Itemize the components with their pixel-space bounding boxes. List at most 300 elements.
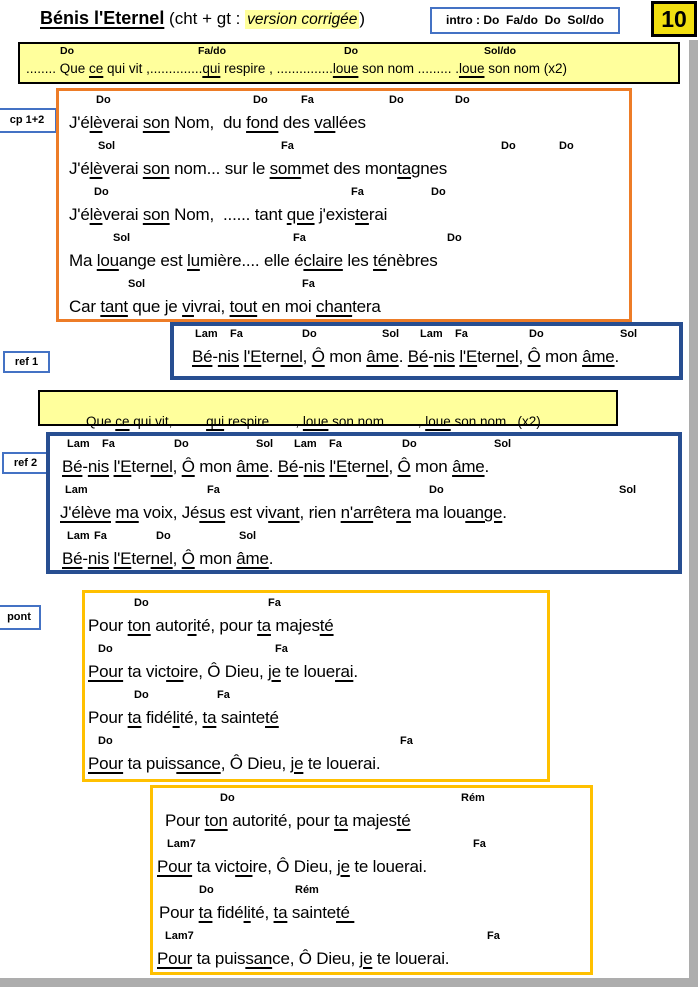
song-line — [88, 643, 547, 686]
chord-row — [60, 484, 678, 499]
lyric-text: Nom, ...... tant — [169, 205, 287, 224]
lyric-text: , — [172, 457, 182, 476]
lyric-syllable-underlined: ce — [115, 414, 130, 429]
lyric-syllable-underlined: nel — [366, 457, 389, 476]
lyric-line — [26, 59, 678, 78]
lyric-text: Pour — [88, 708, 128, 727]
chord: Do — [94, 186, 109, 198]
chord-row — [26, 45, 678, 59]
chord: Fa — [281, 140, 294, 152]
lyric-text: . — [484, 457, 490, 476]
chord: Do — [529, 328, 544, 340]
chord: Sol — [98, 140, 116, 152]
chord: Rém — [461, 792, 485, 804]
lyric-text: auto — [150, 616, 188, 635]
chord-row — [62, 530, 678, 545]
lyric-syllable-underlined: Pour — [88, 754, 124, 773]
lyric-syllable-underlined: nis — [87, 457, 110, 476]
lyric-syllable-underlined: je — [290, 754, 304, 773]
chord: Fa — [455, 328, 468, 340]
lyric-syllable-underlined: nel — [280, 347, 303, 366]
chord-row — [56, 392, 616, 406]
chord: Sol/do — [484, 45, 517, 57]
lyric-text: son nom (x2) — [450, 414, 541, 429]
chord: Fa — [230, 328, 243, 340]
lyric-text: - — [82, 457, 88, 476]
page-edge-right — [689, 40, 698, 987]
lyric-syllable-underlined: sus — [199, 503, 226, 522]
chord: Fa — [301, 94, 314, 106]
lyric-syllable-underlined: val — [314, 113, 336, 132]
song-line — [69, 232, 629, 275]
chord: Sol — [382, 328, 400, 340]
lyric-text: re, Ô Dieu, — [183, 662, 269, 681]
lyric-syllable-underlined: ta — [198, 903, 213, 922]
lyric-text: Nom, du — [169, 113, 247, 132]
chord-row — [88, 689, 547, 704]
song-line — [62, 530, 678, 573]
song-line — [88, 597, 547, 640]
lyric-syllable-underlined: qui — [202, 61, 221, 76]
lyric-text: - — [298, 457, 304, 476]
lyric-syllable-underlined: J'élève — [60, 503, 111, 522]
lyric-text: - — [82, 549, 88, 568]
lyric-syllable-underlined: té — [319, 616, 334, 635]
lyric-text: ta puis — [123, 754, 177, 773]
couplet-box — [56, 88, 632, 322]
song-line — [88, 735, 547, 778]
lyric-syllable-underlined: tant — [100, 297, 128, 316]
lyric-text: ta vic — [123, 662, 167, 681]
lyric-text: des — [278, 113, 315, 132]
chord: Do — [501, 140, 516, 152]
chord: Do — [447, 232, 462, 244]
chord: Do — [253, 94, 268, 106]
lyric-text: . — [398, 347, 408, 366]
lyric-text: mon — [540, 347, 583, 366]
chord: Lam — [420, 328, 443, 340]
chord: Do — [156, 530, 171, 542]
lyric-text: son nom ......... . — [358, 61, 459, 76]
lyric-text: ta vic — [192, 857, 236, 876]
middle-lyrics-band — [38, 390, 618, 429]
lyric-text: les — [342, 251, 374, 270]
lyric-syllable-underlined: san — [245, 949, 273, 968]
lyric-text: té, — [250, 903, 274, 922]
lyric-text: tera — [352, 297, 381, 316]
lyric-text: sainte — [216, 708, 266, 727]
chord: Fa — [487, 930, 500, 942]
lyric-text: mon — [194, 549, 237, 568]
lyric-syllable-underlined: nis — [87, 549, 110, 568]
lyric-text: ........ Que — [26, 61, 90, 76]
lyric-syllable-underlined: je — [268, 662, 281, 681]
lyric-text: ta puis — [192, 949, 246, 968]
chord: Fa — [329, 438, 342, 450]
lyric-syllable-underlined: vant — [268, 503, 300, 522]
lyric-text: ce, Ô Dieu, — [272, 949, 360, 968]
refrain1-box — [170, 322, 683, 380]
lyric-text: mière.... elle é — [199, 251, 304, 270]
chord: Lam7 — [165, 930, 194, 942]
lyric-text: , rien — [299, 503, 341, 522]
lyric-syllable-underlined: nel — [496, 347, 519, 366]
lyric-syllable-underlined: ange — [465, 503, 503, 522]
lyric-text: mon — [194, 457, 237, 476]
lyric-syllable-underlined: l'E — [113, 457, 132, 476]
lyric-text: Ma — [69, 251, 97, 270]
chord: Fa — [473, 838, 486, 850]
lyric-syllable-underlined: loue — [458, 61, 485, 76]
lyric-text: ter — [131, 457, 151, 476]
lyric-syllable-underlined: chan — [316, 297, 353, 316]
lyric-syllable-underlined: son — [142, 205, 170, 224]
chord-row — [88, 643, 547, 658]
lyric-syllable-underlined: Pour — [157, 949, 193, 968]
lyric-syllable-underlined: ta — [273, 903, 288, 922]
chord: Do — [431, 186, 446, 198]
lyric-text: majes — [347, 811, 397, 830]
lyric-text: que je — [127, 297, 183, 316]
lyric-text: , — [172, 549, 182, 568]
lyric-syllable-underlined: Pour — [157, 857, 193, 876]
chord: Lam — [67, 530, 90, 542]
chord: Rém — [295, 884, 319, 896]
lyric-text: , — [518, 347, 528, 366]
chord: Fa — [293, 232, 306, 244]
chord-row — [192, 328, 679, 343]
lyric-syllable-underlined: l'E — [243, 347, 262, 366]
song-line — [69, 186, 629, 229]
lyric-syllable-underlined: nis — [303, 457, 325, 476]
lyric-syllable-underlined: te — [355, 205, 369, 224]
chord: Fa — [207, 484, 220, 496]
lyric-text: Car — [69, 297, 101, 316]
lyric-text: , — [302, 347, 312, 366]
chord: Fa — [275, 643, 288, 655]
lyric-syllable-underlined: ta — [334, 811, 348, 830]
lyric-syllable-underlined: té — [396, 811, 411, 830]
lyric-syllable-underlined: nis — [217, 347, 240, 366]
song-line — [60, 484, 678, 527]
lyric-text: , Ô Dieu, — [220, 754, 291, 773]
song-line — [165, 792, 590, 835]
chord: Do — [134, 689, 149, 701]
lyric-syllable-underlined: lu — [187, 251, 200, 270]
lyric-syllable-underlined: nel — [150, 549, 173, 568]
lyric-syllable-underlined: son — [142, 113, 170, 132]
lyric-text: ter — [347, 457, 367, 476]
lyric-text: respire ......, — [224, 414, 303, 429]
chord-row — [88, 597, 547, 612]
lyric-text: gnes — [411, 159, 448, 178]
lyric-syllable-underlined: son — [142, 159, 170, 178]
chord: Sol — [494, 438, 512, 450]
lyric-text: verai — [102, 159, 143, 178]
lyric-text: mon — [410, 457, 453, 476]
lyric-syllable-underlined: ri — [187, 616, 197, 635]
lyric-line — [69, 247, 629, 275]
pont-box-1 — [82, 590, 550, 782]
lyric-syllable-underlined: Ô — [181, 457, 195, 476]
lyric-syllable-underlined: Bé — [192, 347, 213, 366]
chord: Do — [402, 438, 417, 450]
lyric-syllable-underlined: ra — [396, 503, 411, 522]
lyric-text: Pour — [159, 903, 199, 922]
lyric-text: - — [428, 347, 434, 366]
chord: Do — [60, 45, 74, 57]
lyric-syllable-underlined: Bé — [277, 457, 299, 476]
lyric-line — [159, 899, 590, 927]
lyric-text: rai — [368, 205, 388, 224]
lyric-text: ter — [131, 549, 151, 568]
song-line — [157, 930, 590, 973]
chord: Do — [98, 735, 113, 747]
lyric-text: . — [502, 503, 507, 522]
lyric-text: sainte — [287, 903, 337, 922]
lyric-syllable-underlined: je — [359, 949, 373, 968]
lyric-text: voix, Jé — [138, 503, 200, 522]
lyric-syllable-underlined: Ô — [311, 347, 325, 366]
lyric-text: te louerai. — [372, 949, 450, 968]
song-line — [56, 392, 616, 437]
lyric-line — [88, 750, 547, 778]
lyric-line — [88, 704, 547, 732]
lyric-text: . — [268, 549, 274, 568]
chord: Fa — [217, 689, 230, 701]
lyric-text: verai — [102, 205, 143, 224]
lyric-syllable-underlined: qui — [206, 414, 225, 429]
chord: Do — [96, 94, 111, 106]
lyric-syllable-underlined: toi — [235, 857, 253, 876]
lyric-text: qui vit ,.............. — [103, 61, 203, 76]
lyric-line — [69, 293, 629, 321]
lyric-text: ter — [477, 347, 497, 366]
lyric-syllable-underlined: té — [373, 251, 387, 270]
chord: Do — [220, 792, 235, 804]
lyric-syllable-underlined: je — [337, 857, 350, 876]
lyric-line — [69, 109, 629, 137]
chord: Sol — [620, 328, 638, 340]
section-label-ref2: ref 2 — [2, 452, 49, 474]
lyric-syllable-underlined: âme — [452, 457, 485, 476]
lyric-syllable-underlined: rai — [335, 662, 354, 681]
lyric-line — [62, 545, 678, 573]
lyric-syllable-underlined: Bé — [407, 347, 429, 366]
lyric-text: ...... Que — [56, 414, 116, 429]
lyric-text: est vi — [225, 503, 269, 522]
chord: Lam — [65, 484, 88, 496]
lyric-text: te louerai. — [303, 754, 381, 773]
song-line — [62, 438, 678, 481]
lyric-text: lées — [335, 113, 366, 132]
chord-row — [165, 792, 590, 807]
lyric-text: Pour — [165, 811, 205, 830]
lyric-syllable-underlined: âme — [236, 549, 269, 568]
lyric-text: J'é — [69, 113, 90, 132]
lyric-syllable-underlined: ta — [127, 708, 142, 727]
lyric-line — [157, 945, 590, 973]
page-number-badge: 10 — [651, 1, 697, 37]
lyric-line — [88, 658, 547, 686]
lyric-text: j'exis — [314, 205, 356, 224]
lyric-syllable-underlined: âme — [366, 347, 399, 366]
lyric-syllable-underlined: loue — [302, 414, 329, 429]
lyric-text: mon — [324, 347, 367, 366]
section-label-ref1: ref 1 — [3, 351, 50, 373]
lyric-syllable-underlined: Ô — [181, 549, 195, 568]
lyric-text: verai — [102, 113, 143, 132]
chord: Do — [134, 597, 149, 609]
title-line — [40, 8, 365, 29]
lyric-syllable-underlined: ta — [202, 708, 217, 727]
lyric-line — [157, 853, 590, 881]
chord-row — [69, 94, 629, 109]
lyric-text: re, Ô Dieu, — [252, 857, 338, 876]
chord: Do — [455, 94, 470, 106]
chord: Sol — [619, 484, 637, 496]
lyric-line — [165, 807, 590, 835]
lyric-syllable-underlined: lè — [89, 113, 103, 132]
lyric-text: fidé — [141, 708, 173, 727]
lyric-syllable-underlined: ton — [204, 811, 228, 830]
lyric-syllable-underlined: l'E — [459, 347, 478, 366]
lyric-syllable-underlined: nis — [433, 347, 455, 366]
chord-row — [69, 232, 629, 247]
intro-chords-box: intro : Do Fa/do Do Sol/do — [430, 7, 620, 34]
lyric-syllable-underlined: n'arr — [340, 503, 374, 522]
chord: Do — [559, 140, 574, 152]
lyric-text: ange est — [118, 251, 187, 270]
chord: Sol — [256, 438, 274, 450]
section-label-pont: pont — [0, 605, 41, 630]
chord-row — [62, 438, 678, 453]
lyric-syllable-underlined: Bé — [62, 457, 83, 476]
chord: Do — [98, 643, 113, 655]
chord-row — [69, 278, 629, 293]
song-line — [159, 884, 590, 927]
lyric-text: fidé — [212, 903, 244, 922]
intro-lyrics-band — [18, 42, 680, 84]
refrain2-box — [46, 432, 682, 574]
title-subtitle-post: ) — [359, 9, 366, 28]
lyric-text: respire , ............... — [220, 61, 333, 76]
lyric-syllable-underlined: l'E — [113, 549, 132, 568]
lyric-text: Pour — [88, 616, 128, 635]
lyric-text: en moi — [257, 297, 317, 316]
lyric-syllable-underlined: sance — [176, 754, 221, 773]
chord: Lam — [294, 438, 317, 450]
lyric-text: J'é — [69, 159, 90, 178]
lyric-text: té, — [179, 708, 203, 727]
chord: Fa — [351, 186, 364, 198]
lyric-syllable-underlined: loue — [425, 414, 451, 429]
chord: Fa — [400, 735, 413, 747]
pont-box-2 — [150, 785, 593, 975]
section-label-couplet: cp 1+2 — [0, 108, 57, 133]
lyric-text: te louerai. — [349, 857, 427, 876]
chord: Do — [174, 438, 189, 450]
chord-row — [88, 735, 547, 750]
chord-row — [157, 838, 590, 853]
lyric-text: vrai, — [193, 297, 230, 316]
lyric-line — [88, 612, 547, 640]
lyric-syllable-underlined: claire — [303, 251, 343, 270]
lyric-text: , — [388, 457, 398, 476]
chord: Fa — [102, 438, 115, 450]
lyric-syllable-underlined: Ô — [527, 347, 541, 366]
chord: Do — [199, 884, 214, 896]
lyric-text: ête — [373, 503, 397, 522]
lyric-text: . — [353, 662, 358, 681]
lyric-text: nèbres — [386, 251, 438, 270]
lyric-syllable-underlined: nel — [150, 457, 173, 476]
lyric-syllable-underlined: té — [336, 903, 355, 922]
lyric-syllable-underlined: ta — [257, 616, 271, 635]
chord: Sol — [113, 232, 131, 244]
lyric-text: ma lou — [410, 503, 466, 522]
chord: Sol — [239, 530, 257, 542]
lyric-syllable-underlined: loue — [332, 61, 359, 76]
lyric-syllable-underlined: lè — [89, 205, 103, 224]
chord: Lam — [67, 438, 90, 450]
song-line — [69, 278, 629, 321]
chord: Fa — [94, 530, 107, 542]
song-line — [192, 328, 679, 371]
lyric-line — [60, 499, 678, 527]
chord: Fa/do — [198, 45, 226, 57]
lyric-syllable-underlined: que — [286, 205, 315, 224]
song-line — [88, 689, 547, 732]
chord: Do — [302, 328, 317, 340]
lyric-text: autorité, pour — [227, 811, 335, 830]
lyric-syllable-underlined: li — [172, 708, 180, 727]
chord: Do — [344, 45, 358, 57]
chord: Fa — [268, 597, 281, 609]
lyric-text: qui vit,......... — [129, 414, 207, 429]
lyric-text: majes — [270, 616, 320, 635]
lyric-line — [69, 155, 629, 183]
lyric-syllable-underlined: âme — [236, 457, 269, 476]
chord: Do — [429, 484, 444, 496]
lyric-syllable-underlined: l'E — [329, 457, 348, 476]
lyric-syllable-underlined: ma — [115, 503, 139, 522]
lyric-syllable-underlined: Ô — [397, 457, 411, 476]
lyric-text: ter — [261, 347, 281, 366]
lyric-syllable-underlined: ce — [89, 61, 104, 76]
chord-row — [157, 930, 590, 945]
lyric-syllable-underlined: Bé — [62, 549, 83, 568]
lyric-syllable-underlined: li — [243, 903, 251, 922]
lyric-text: - — [212, 347, 218, 366]
song-line — [157, 838, 590, 881]
lyric-text: nom... sur le — [169, 159, 270, 178]
page-edge-bottom — [0, 978, 698, 987]
lyric-syllable-underlined: Pour — [88, 662, 124, 681]
lyric-syllable-underlined: ton — [127, 616, 151, 635]
lyric-text: té, pour — [196, 616, 258, 635]
lyric-text: son nom ........, — [328, 414, 426, 429]
chord: Lam7 — [167, 838, 196, 850]
lyric-text: J'é — [69, 205, 90, 224]
lyric-syllable-underlined: ta — [397, 159, 412, 178]
lyric-syllable-underlined: som — [269, 159, 302, 178]
song-line — [26, 45, 678, 78]
lyric-line — [192, 343, 679, 371]
chord: Lam — [195, 328, 218, 340]
lyric-text: te loue — [280, 662, 336, 681]
chord: Sol — [128, 278, 146, 290]
